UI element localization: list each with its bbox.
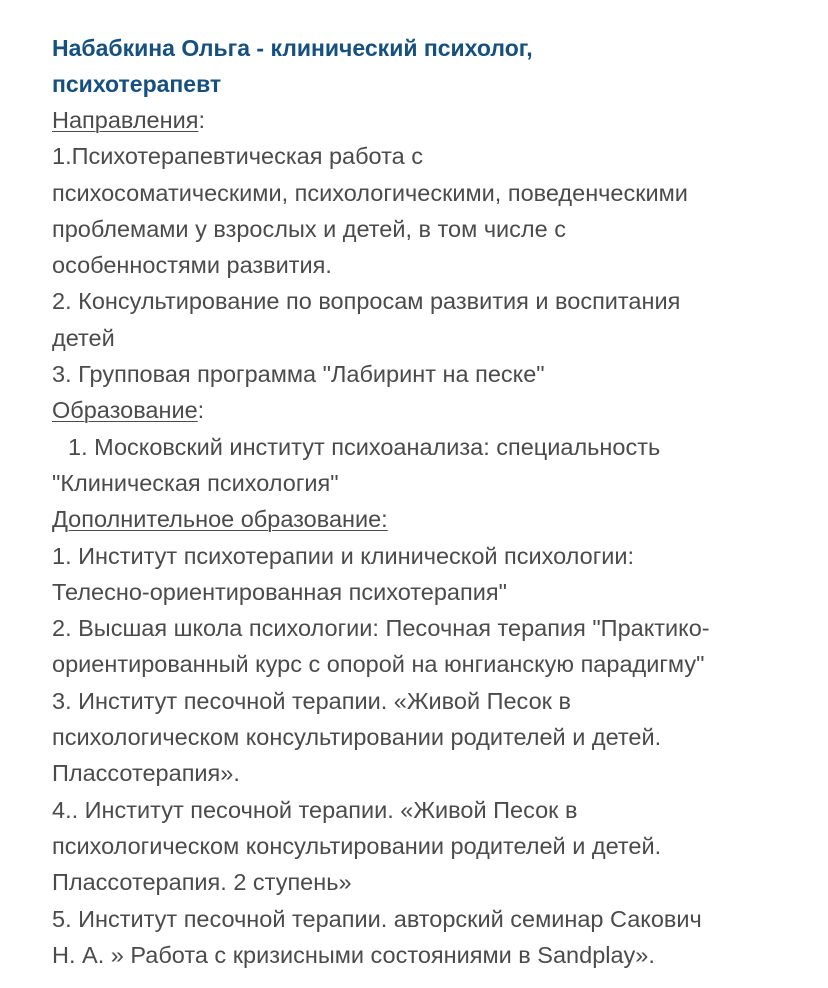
directions-line: психосоматическими, психологическими, поведенческими (52, 179, 688, 206)
education-line: 1. Московский институт психоанализа: специальность (68, 433, 661, 460)
education-heading (52, 392, 812, 428)
directions-line: детей (52, 324, 115, 351)
extra-education-line: 5. Институт песочной терапии. авторский семинар Сакович (52, 905, 702, 932)
extra-education-heading-label: Дополнительное образование: (52, 506, 388, 533)
directions-line: 1.Психотерапевтическая работа с (52, 143, 423, 170)
extra-education-line: Телесно-ориентированная психотерапия" (52, 578, 507, 605)
profile-article (52, 30, 812, 973)
extra-education-line: 2. Высшая школа психологии: Песочная терапия "Практико- (52, 615, 710, 642)
extra-education-heading (52, 501, 812, 537)
directions-line: 3. Групповая программа "Лабиринт на песке" (52, 361, 545, 388)
page-title (52, 30, 812, 102)
extra-education-line: Плассотерапия. 2 ступень» (52, 869, 352, 896)
directions-line: 2. Консультирование по вопросам развития и воспитания (52, 288, 681, 315)
extra-education-line: психологическом консультировании родителей и детей. (52, 724, 662, 751)
extra-education-line: психологическом консультировании родителей и детей. (52, 832, 662, 859)
directions-heading-label: Направления (52, 107, 199, 133)
extra-education-line: ориентированный курс с опорой на юнгианскую парадигму" (52, 651, 705, 678)
page-title-line-2: психотерапевт (52, 71, 222, 97)
extra-education-line: Плассотерапия». (52, 760, 240, 787)
directions-heading (52, 102, 812, 138)
education-heading-label: Образование (52, 397, 198, 424)
education-line: "Клиническая психология" (52, 469, 339, 496)
directions-heading-colon: : (198, 107, 205, 133)
extra-education-line: 4.. Институт песочной терапии. «Живой Песок в (52, 796, 578, 823)
directions-line: особенностями развития. (52, 252, 332, 279)
page-title-line-1: Набабкина Ольга - клинический психолог, (52, 35, 533, 61)
extra-education-line: Н. А. » Работа с кризисными состояниями в Sandplay». (52, 941, 655, 968)
education-heading-colon: : (197, 397, 205, 424)
extra-education-line: 1. Институт психотерапии и клинической психологии: (52, 542, 635, 569)
extra-education-line: 3. Институт песочной терапии. «Живой Песок в (52, 687, 571, 714)
directions-line: проблемами у взрослых и детей, в том числе с (52, 215, 566, 242)
